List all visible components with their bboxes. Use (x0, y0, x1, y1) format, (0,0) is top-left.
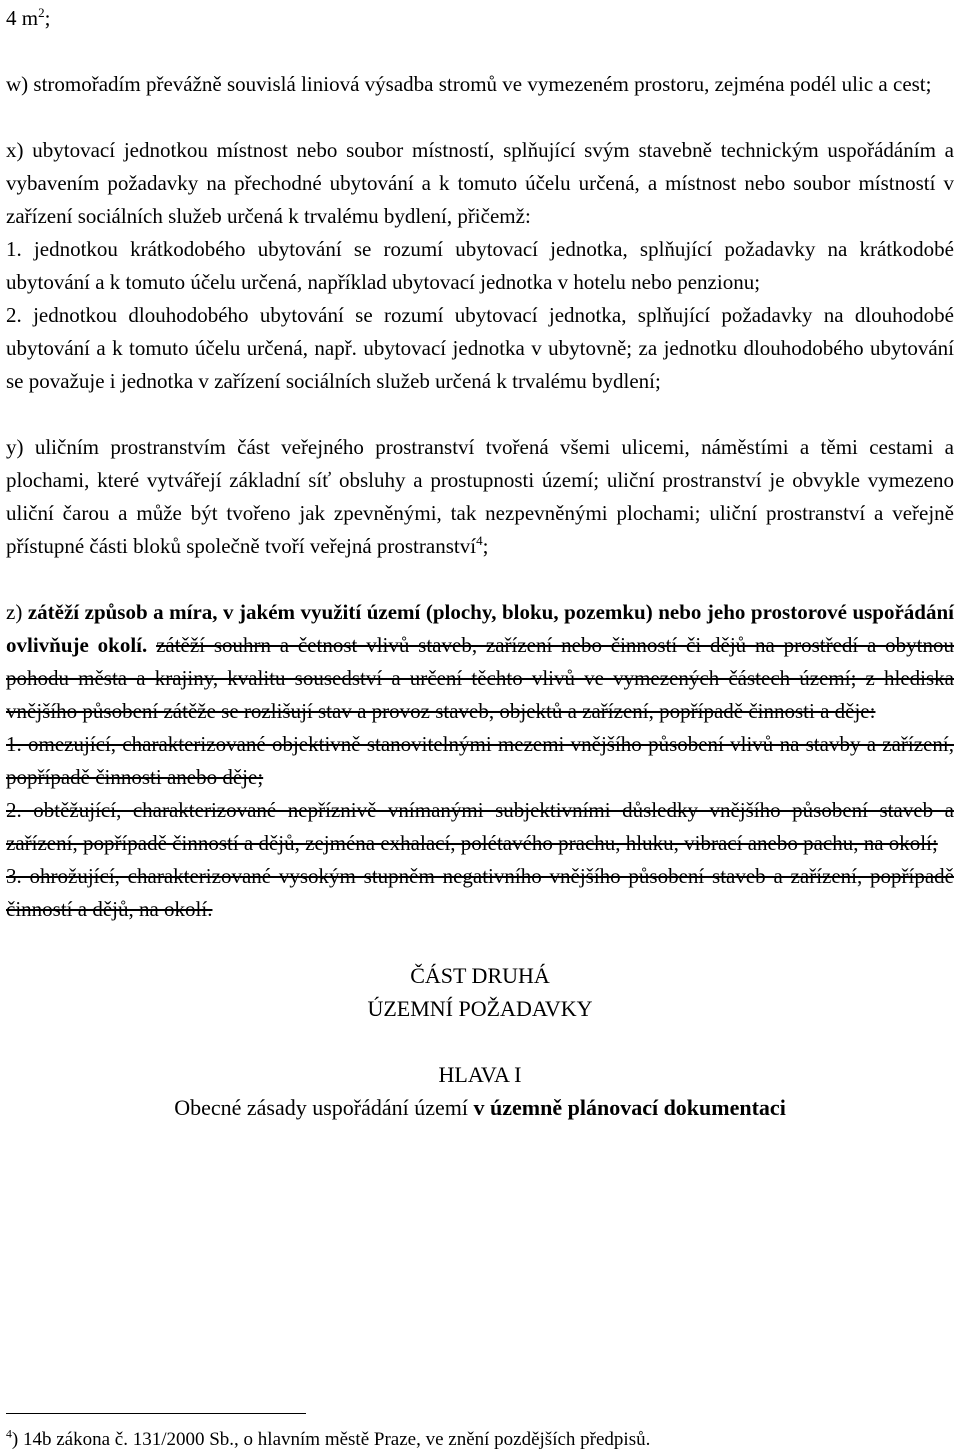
footnote: $^4$) 14b zákona č. 131/2000 Sb., o hlavním městě Praze, ve znění pozdějších předpisů. (6, 1427, 651, 1450)
spacer (6, 101, 954, 134)
definition-z: z) zátěží způsob a míra, v jakém využití území (plochy, bloku, pozemku) nebo jeho prostorové uspořádání ovlivňuje okolí. zátěží souhrn a četnost vlivů staveb, zařízení nebo činností či dějů na prostředí a obytnou pohodu města a krajiny, kvalitu sousedství a určení těchto vlivů ve vymezených částech území; z hlediska vnějšího působení zátěže se rozlišují stav a provoz staveb, objektů a zařízení, popřípadě činnosti a děje: (6, 600, 955, 723)
part-title: ČÁST DRUHÁ (410, 963, 550, 988)
definition-y: y) uličním prostranstvím část veřejného prostranství tvořená všemi ulicemi, náměstími a těmi cestami a plochami, které vytvářejí základní síť obsluhy a prostupnosti území; uliční prostranství je obvykle vymezeno uliční čarou a může být tvořeno jak zpevněnými, tak nezpevněnými plochami; uliční prostranství a veřejně přístupné části bloků společně tvoří veřejná prostranství$^4$; (6, 435, 954, 558)
part-subtitle: ÚZEMNÍ POŽADAVKY (367, 996, 593, 1021)
area-fragment: 4 $m^2$; (6, 5, 51, 30)
definition-x: x) ubytovací jednotkou místnost nebo soubor místností, splňující svým stavebně technickým uspořádáním a vybavením požadavky na přechodné ubytování a k tomuto účelu určená, a místnost nebo soubor místností v zařízení sociálních služeb určená k trvalému bydlení, přičemž: (6, 138, 954, 228)
document-page (6, 0, 954, 1124)
spacer (6, 35, 954, 68)
spacer (6, 398, 954, 431)
footnote-ref: 4 (476, 533, 483, 548)
spacer (6, 563, 954, 596)
deleted-item-3: 3. ohrožující, charakterizované vysokým stupněm negativního vnějšího působení staveb a zařízení, popřípadě činností a dějů, na okolí. (6, 864, 954, 921)
spacer (6, 926, 954, 959)
definition-w: w) stromořadím převážně souvislá liniová výsadba stromů ve vymezeném prostoru, zejména podél ulic a cest; (6, 72, 932, 96)
deleted-item-1: 1. omezující, charakterizované objektivně stanovitelnými mezemi vnějšího působení vlivů na stavby a zařízení, popřípadě činnosti anebo děje; (6, 732, 954, 789)
deleted-item-2: 2. obtěžující, charakterizované nepříznivě vnímanými subjektivními důsledky vnějšího působení staveb a zařízení, popřípadě činností a dějů, zejména exhalací, polétavého prachu, hluku, vibrací anebo pachu, na okolí; (6, 798, 954, 855)
definition-x-item-1: 1. jednotkou krátkodobého ubytování se rozumí ubytovací jednotka, splňující požadavky na krátkodobé ubytování a k tomuto účelu určená, například ubytovací jednotka v hotelu nebo penzionu; (6, 237, 954, 294)
definition-x-item-2: 2. jednotkou dlouhodobého ubytování se rozumí ubytovací jednotka, splňující požadavky na dlouhodobé ubytování a k tomuto účelu určená, např. ubytovací jednotka v ubytovně; za jednotku dlouhodobého ubytování se považuje i jednotka v zařízení sociálních služeb určená k trvalému bydlení; (6, 303, 954, 393)
chapter-title: HLAVA I (438, 1062, 522, 1087)
footnote-separator (6, 1413, 306, 1414)
inserted-text: zátěží způsob a míra, v jakém využití území (plochy, bloku, pozemku) nebo jeho prostorové uspořádání ovlivňuje okolí. (6, 600, 954, 657)
spacer (6, 1025, 954, 1058)
deleted-text: zátěží souhrn a četnost vlivů staveb, zařízení nebo činností či dějů na prostředí a obytnou pohodu města a krajiny, kvalitu sousedství a určení těchto vlivů ve vymezených částech území; z hlediska vnějšího působení zátěže se rozlišují stav a provoz staveb, objektů a zařízení, popřípadě činnosti a děje: (6, 633, 955, 723)
chapter-subtitle: Obecné zásady uspořádání území v územně plánovací dokumentaci (174, 1095, 786, 1120)
